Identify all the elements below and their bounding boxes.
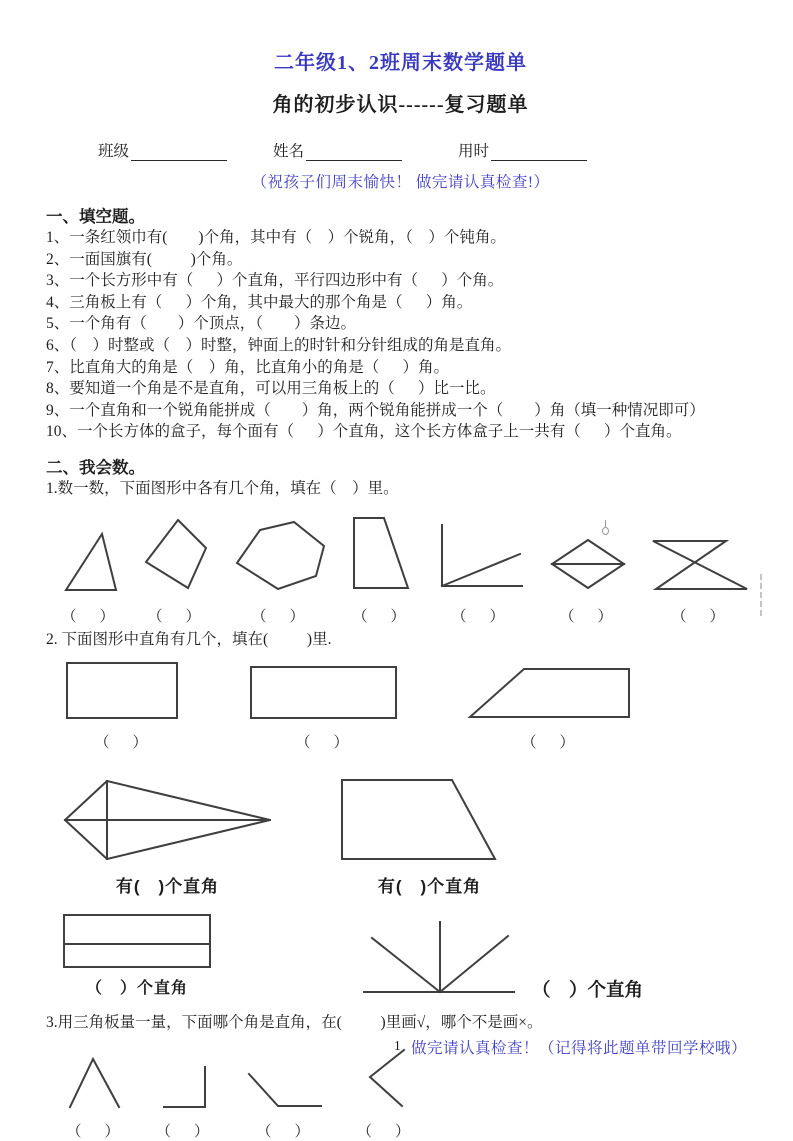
trapezoid-right-slant-figure — [337, 776, 522, 866]
three-ray-angle-figure — [434, 520, 526, 592]
page-footer — [0, 1036, 793, 1060]
divided-rectangle-figure — [62, 913, 212, 969]
ray-fan-figure — [360, 918, 518, 998]
figure-cell — [548, 536, 628, 626]
right-angle-figure-row-3 — [62, 913, 755, 1001]
answer-blank: （ ） — [256, 1123, 314, 1140]
fill-question-8: 8、要知道一个角是不是直角，可以用三角板上的（ ）比一比。 — [46, 380, 496, 398]
hourglass-figure — [650, 538, 750, 592]
answer-blank: （ ） — [147, 608, 205, 625]
answer-blank: （ ） — [357, 1123, 415, 1140]
section1-heading: 一、填空题。 — [46, 207, 145, 226]
page-number: 1 — [394, 1038, 401, 1053]
figure-cell — [60, 530, 120, 626]
worksheet-title: 二年级1、2班周末数学题单 — [274, 52, 527, 74]
time-field — [458, 139, 587, 161]
time-blank-line — [491, 144, 587, 161]
acute-angle-up-figure — [66, 1054, 124, 1110]
figure-cell — [232, 518, 328, 626]
class-blank-line — [131, 144, 227, 161]
wide-rectangle-figure — [248, 664, 400, 722]
footer-note: 做完请认真检查！（记得将此题单带回学校哦） — [410, 1040, 747, 1057]
right-angle-figure-row-2 — [60, 774, 755, 897]
name-label: 姓名 — [273, 143, 305, 160]
figure-cell — [62, 913, 212, 998]
figure-cell — [66, 1054, 124, 1141]
figure-cell — [142, 516, 210, 626]
answer-blank: （ ） — [156, 1123, 214, 1140]
answer-blank: （ ） — [451, 608, 509, 625]
figure-cell — [360, 918, 644, 1001]
count-question-1: 1.数一数，下面图形中各有几个角，填在（ ）里。 — [46, 479, 399, 497]
fill-question-9: 9、一个直角和一个锐角能拼成（ ）角，两个锐角能拼成一个（ ）角（填一种情况即可） — [46, 401, 705, 419]
answer-blank: （ ） — [251, 608, 309, 625]
right-angle-figure — [160, 1064, 210, 1110]
class-label: 班级 — [98, 143, 130, 160]
figure-cell — [650, 538, 750, 626]
scan-artifact — [760, 574, 762, 616]
answer-blank: （ ） — [559, 608, 617, 625]
fill-question-2: 2、一面国旗有( )个角。 — [46, 250, 243, 268]
fill-question-5: 5、一个角有（ ）个顶点，（ ）条边。 — [46, 315, 357, 333]
worksheet-subtitle: 角的初步认识------复习题单 — [272, 94, 529, 116]
figure-cell — [337, 776, 522, 897]
figure-cell — [245, 1070, 325, 1141]
rhombus-with-diagonal-figure — [548, 536, 628, 592]
encouragement-note: （祝孩子们周末愉快！ 做完请认真检查!） — [251, 174, 550, 191]
answer-blank: （ ） — [61, 608, 119, 625]
fill-question-3: 3、一个长方形中有（ ）个直角，平行四边形中有（ ）个角。 — [46, 272, 504, 290]
fill-question-7: 7、比直角大的角是（ ）角，比直角小的角是（ ）角。 — [46, 358, 450, 376]
name-blank-line — [306, 144, 402, 161]
name-field — [273, 139, 402, 161]
scan-artifact — [600, 520, 610, 536]
answer-blank: （ ） — [671, 608, 729, 625]
answer-blank: （ ） — [352, 608, 410, 625]
small-rectangle-figure — [64, 660, 182, 722]
figure-cell — [434, 520, 526, 626]
figure-cell — [60, 774, 275, 897]
right-angle-count-label: （ ）个直角 — [85, 980, 188, 998]
figure-cell — [466, 666, 634, 752]
section2-heading: 二、我会数。 — [46, 457, 145, 477]
figure-cell — [248, 664, 400, 752]
obtuse-angle-figure — [245, 1070, 325, 1110]
answer-blank: （ ） — [295, 735, 353, 752]
count-question-3: 3.用三角板量一量，下面哪个角是直角，在( )里画√，哪个不是画×。 — [46, 1014, 543, 1032]
right-angle-count-label: 有( )个直角 — [115, 877, 220, 897]
header-fields — [98, 139, 755, 161]
figure-cell — [156, 1064, 213, 1141]
trapezoid-figure — [350, 514, 412, 592]
tilted-quadrilateral-figure — [142, 516, 210, 592]
count-angles-figure-row — [60, 514, 755, 626]
answer-blank: （ ） — [94, 735, 152, 752]
fill-question-6: 6、（ ）时整或（ ）时整，钟面上的时针和分针组成的角是直角。 — [46, 336, 512, 354]
trapezoid-left-slant-figure — [466, 666, 634, 722]
count-question-2: 2. 下面图形中直角有几个，填在( )里. — [46, 630, 332, 648]
fill-question-4: 4、三角板上有（ ）个角，其中最大的那个角是（ ）角。 — [46, 293, 473, 311]
answer-blank: （ ） — [521, 735, 579, 752]
right-angle-count-label: 有( )个直角 — [377, 877, 482, 897]
triangle-figure — [60, 530, 120, 592]
figure-cell — [64, 660, 182, 752]
figure-cell — [350, 514, 412, 626]
fill-question-10: 10、一个长方体的盒子，每个面有（ ）个直角，这个长方体盒子上一共有（ ）个直角。 — [46, 423, 682, 441]
fill-question-1: 1、一条红领巾有( )个角，其中有（ ）个锐角，（ ）个钝角。 — [46, 229, 506, 246]
answer-blank: （ ） — [66, 1123, 124, 1140]
right-angle-count-label: （ ）个直角 — [532, 979, 644, 1001]
hexagon-figure — [232, 518, 328, 592]
time-label: 用时 — [458, 143, 490, 160]
kite-with-diagonals-figure — [60, 774, 275, 866]
class-field — [98, 139, 227, 161]
right-angle-figure-row-1 — [64, 660, 755, 752]
